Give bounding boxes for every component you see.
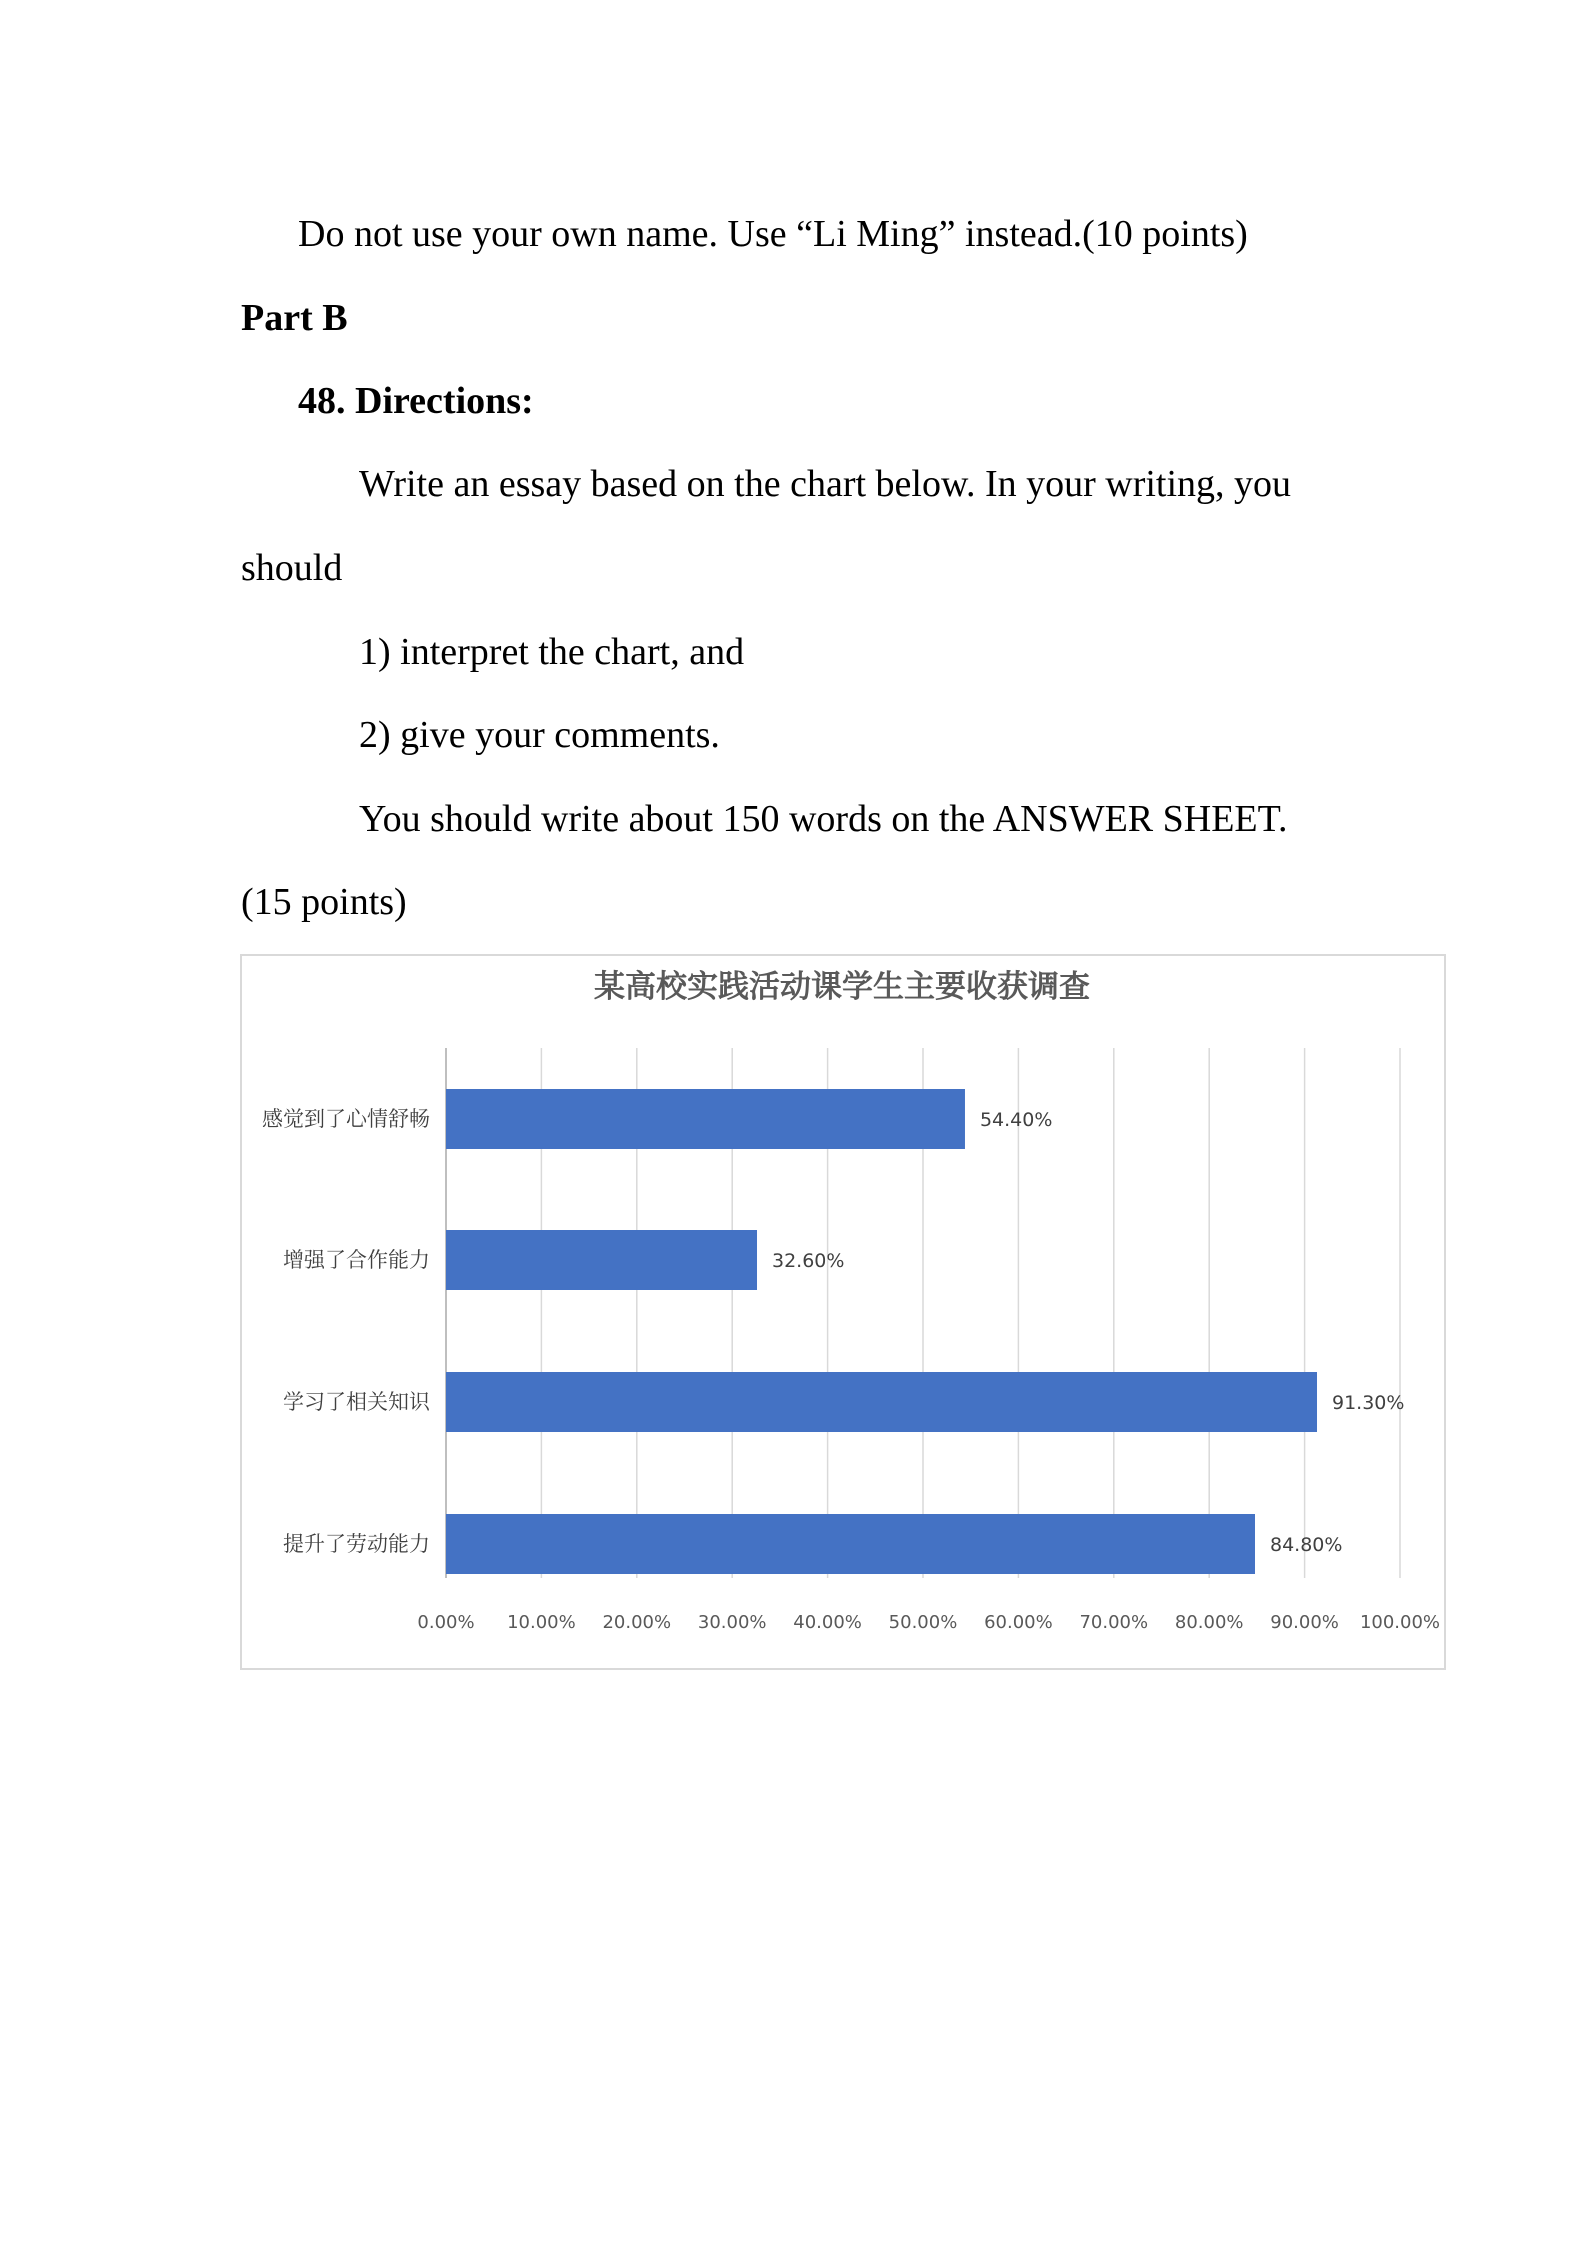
data-label: 91.30%	[1332, 1392, 1405, 1414]
bar	[446, 1089, 965, 1149]
chart-canvas	[242, 956, 1444, 1668]
x-tick-label: 20.00%	[602, 1612, 672, 1633]
x-tick-label: 30.00%	[697, 1612, 767, 1633]
chart-title: 某高校实践活动课学生主要收获调查	[594, 969, 1090, 1005]
data-label: 54.40%	[979, 1109, 1053, 1131]
data-label: 32.60%	[772, 1250, 845, 1272]
data-label: 84.80%	[1269, 1534, 1343, 1556]
x-tick-label: 80.00%	[1174, 1612, 1244, 1633]
instruction-name-line: Do not use your own name. Use “Li Ming” instead.(10 points)	[298, 213, 1248, 255]
x-tick-label: 10.00%	[507, 1612, 576, 1633]
word-count-instruction: You should write about 150 words on the ANSWER SHEET.	[359, 798, 1288, 840]
bars	[446, 1089, 1317, 1574]
x-tick-label: 70.00%	[1079, 1612, 1149, 1633]
directions-heading: 48. Directions:	[298, 380, 534, 422]
category-label: 提升了劳动能力	[283, 1532, 430, 1556]
directions-paragraph: Write an essay based on the chart below. In your writing, you	[359, 463, 1292, 505]
bar	[446, 1230, 757, 1290]
category-label: 增强了合作能力	[283, 1248, 430, 1272]
x-tick-label: 50.00%	[888, 1612, 958, 1633]
directions-paragraph-continued: should	[241, 547, 343, 589]
part-b-heading: Part B	[241, 297, 348, 339]
x-tick-label: 0.00%	[417, 1612, 475, 1633]
category-label: 感觉到了心情舒畅	[262, 1107, 430, 1131]
bar-chart	[240, 954, 1446, 1670]
category-label: 学习了相关知识	[283, 1390, 430, 1414]
bar	[446, 1372, 1317, 1432]
bar	[446, 1514, 1255, 1574]
instruction-item-2: 2) give your comments.	[359, 714, 720, 756]
instruction-item-1: 1) interpret the chart, and	[359, 631, 745, 673]
x-tick-label: 100.00%	[1359, 1612, 1441, 1633]
x-tick-label: 90.00%	[1270, 1612, 1339, 1633]
x-tick-label: 60.00%	[984, 1612, 1053, 1633]
points-note: (15 points)	[241, 881, 407, 923]
x-tick-label: 40.00%	[793, 1612, 862, 1633]
